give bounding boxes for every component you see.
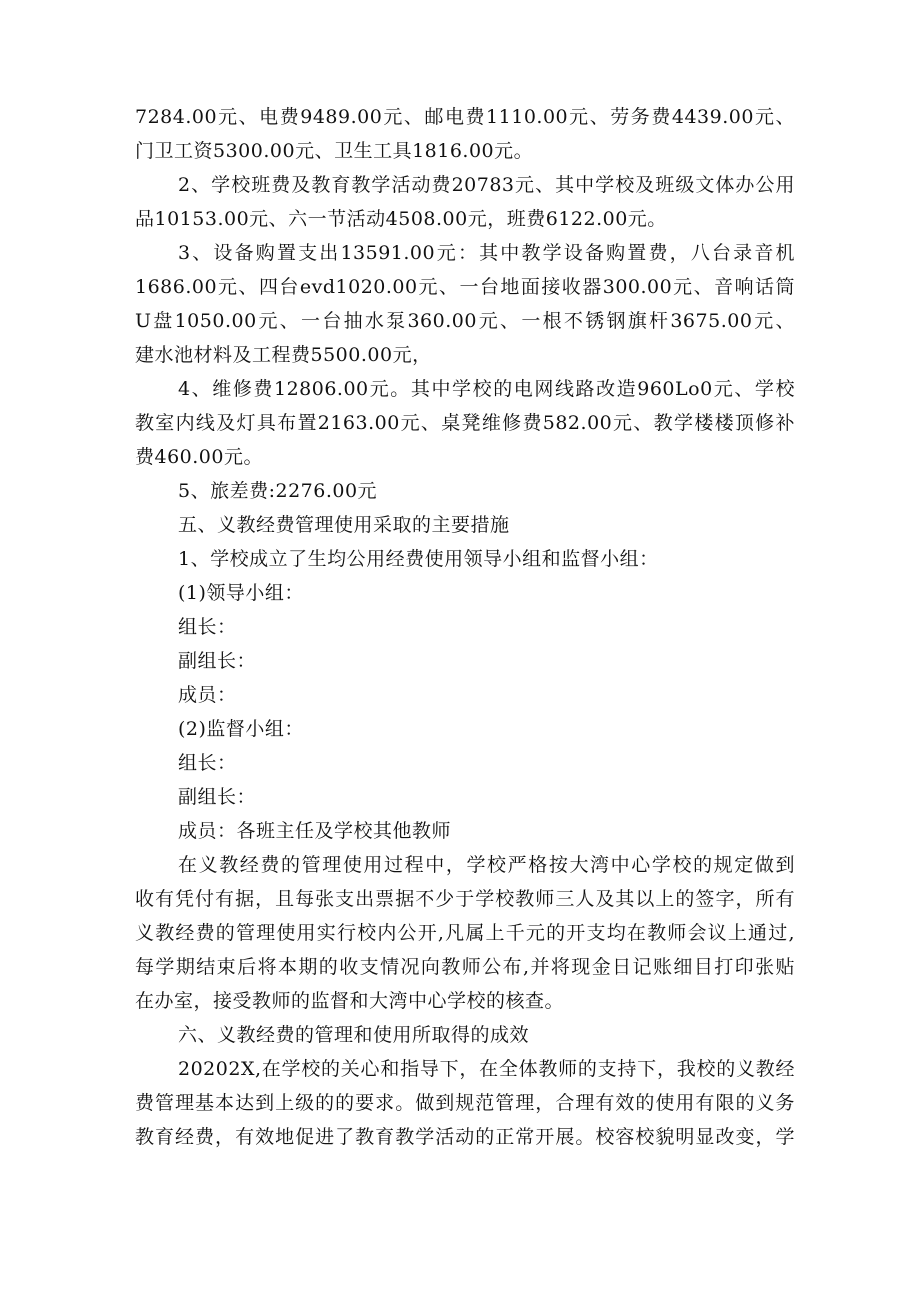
text-line: 教育经费，有效地促进了教育教学活动的正常开展。校容校貌明显改变，学 — [135, 1126, 795, 1148]
text-line: 费460.00元。 — [135, 446, 263, 468]
text-line: 副组长： — [178, 786, 257, 808]
text-line: (2)监督小组： — [178, 718, 304, 740]
text-line: 每学期结束后将本期的收支情况向教师公布,并将现金日记账细目打印张贴 — [135, 956, 795, 978]
text-line: 义教经费的管理使用实行校内公开,凡属上千元的开支均在教师会议上通过, — [135, 922, 795, 944]
text-line: 组长： — [178, 752, 237, 774]
text-line: 副组长： — [178, 650, 257, 672]
text-line: 教室内线及灯具布置2163.00元、桌凳维修费582.00元、教学楼楼顶修补 — [135, 412, 795, 434]
text-line: 1686.00元、四台evd1020.00元、一台地面接收器300.00元、音响话筒 — [135, 276, 795, 298]
document-page — [135, 100, 795, 1154]
text-line: 收有凭付有据，且每张支出票据不少于学校教师三人及其以上的签字，所有 — [135, 888, 795, 910]
text-line: 1、学校成立了生均公用经费使用领导小组和监督小组： — [178, 548, 659, 570]
text-line: U盘1050.00元、一台抽水泵360.00元、一根不锈钢旗杆3675.00元、 — [135, 310, 795, 332]
text-line: 门卫工资5300.00元、卫生工具1816.00元。 — [135, 140, 534, 162]
text-line: 3、设备购置支出13591.00元：其中教学设备购置费，八台录音机 — [178, 242, 795, 264]
text-line: 组长： — [178, 616, 237, 638]
text-line: 5、旅差费:2276.00元 — [178, 480, 378, 502]
text-line: 五、义教经费管理使用采取的主要措施 — [178, 514, 510, 536]
text-line: 4、维修费12806.00元。其中学校的电网线路改造960Lo0元、学校 — [178, 378, 795, 400]
text-line: 成员：各班主任及学校其他教师 — [178, 820, 452, 842]
text-line: 品10153.00元、六一节活动4508.00元，班费6122.00元。 — [135, 208, 667, 230]
text-line: (1)领导小组： — [178, 582, 304, 604]
text-line: 7284.00元、电费9489.00元、邮电费1110.00元、劳务费4439.00元、 — [135, 106, 795, 128]
text-line: 成员： — [178, 684, 237, 706]
text-line: 2、学校班费及教育教学活动费20783元、其中学校及班级文体办公用 — [178, 174, 795, 196]
text-line: 六、义教经费的管理和使用所取得的成效 — [178, 1024, 530, 1046]
text-line: 20202X,在学校的关心和指导下，在全体教师的支持下，我校的义教经 — [178, 1058, 795, 1080]
document-body — [135, 100, 795, 1154]
text-line: 建水池材料及工程费5500.00元， — [135, 344, 432, 366]
text-line: 费管理基本达到上级的的要求。做到规范管理，合理有效的使用有限的义务 — [135, 1092, 795, 1114]
text-line: 在办室，接受教师的监督和大湾中心学校的核查。 — [135, 990, 565, 1012]
text-line: 在义教经费的管理使用过程中，学校严格按大湾中心学校的规定做到 — [178, 854, 795, 876]
